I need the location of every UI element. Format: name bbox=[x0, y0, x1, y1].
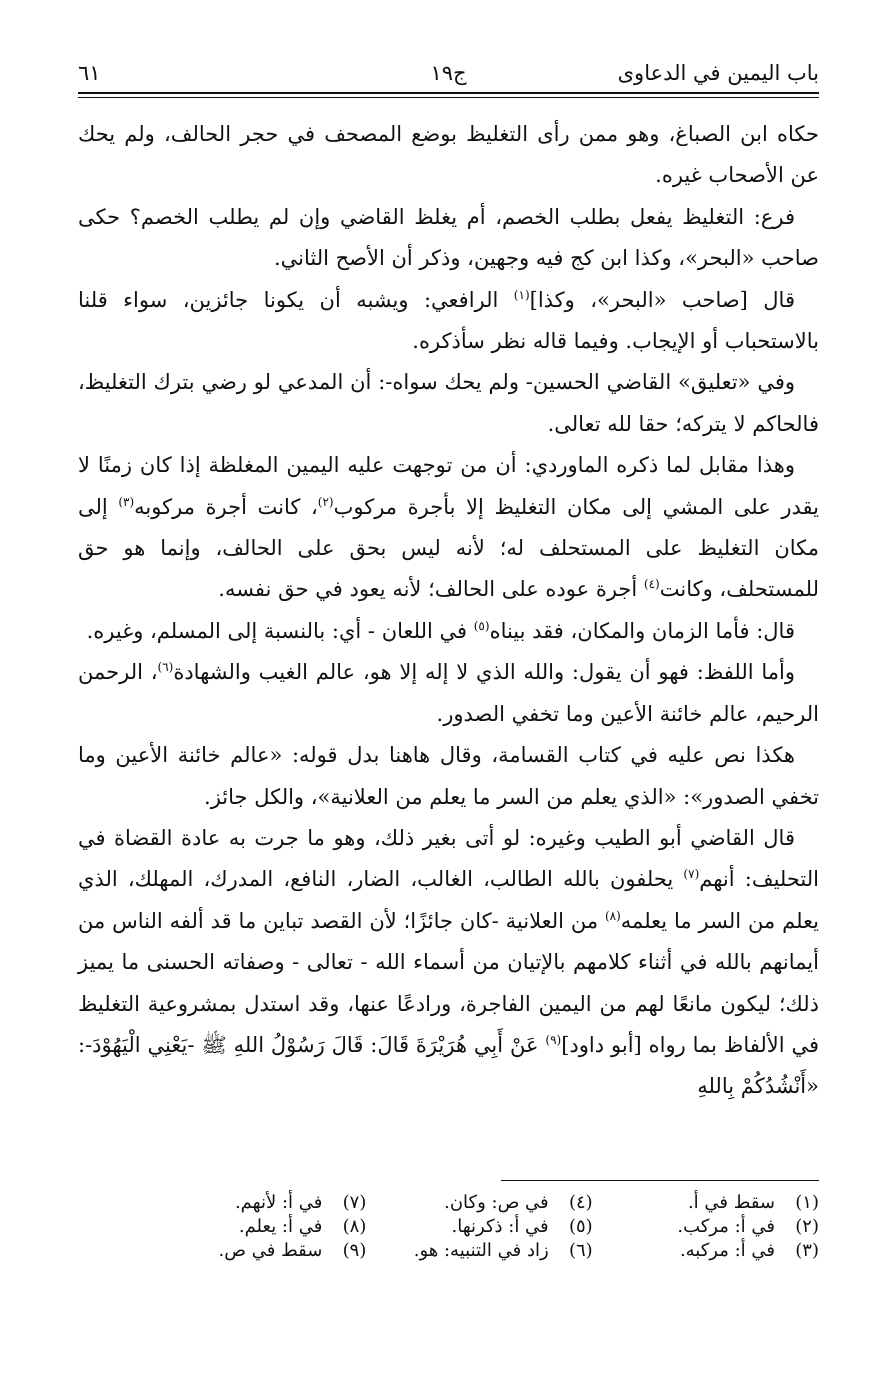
header-rule-thin bbox=[78, 97, 819, 98]
footnote-rule bbox=[501, 1180, 819, 1181]
paragraph: قال القاضي أبو الطيب وغيره: لو أتى بغير ذلك، وهو ما جرت به عادة القضاة في التحليف: أنهم$^{(٧)}$ يحلفون بالله الطالب، الغالب، الضار، النافع، المدرك، المهلك، الذي يعلم من السر ما يعلمه$^{(٨)}$ من العلانية -كان جائزًا؛ لأن القصد تباين ما قد ألفه الناس من أيمانهم بالله في أثناء كلامهم بالإتيان من أسماء الله - تعالى - وصفاته الحسنى ما يميز ذلك؛ ليكون مانعًا لهم من اليمين الفاجرة، ورادعًا عنها، وقد استدل بمشروعية التغليظ في الألفاظ بما رواه [أبو داود]$^{(٩)}$ عَنْ أَبِي هُرَيْرَةَ قَالَ: قَالَ رَسُوْلُ اللهِ ﷺ -يَعْنِي الْيَهُوْدَ-: «أَنْشُدُكُمْ بِاللهِ bbox=[78, 825, 819, 1099]
footnote: (٤)في ص: وكان. bbox=[444, 1192, 593, 1213]
paragraph: فرع: التغليظ يفعل بطلب الخصم، أم يغلظ القاضي وإن لم يطلب الخصم؟ حكى صاحب «البحر»، وكذا ابن كج فيه وجهين، وذكر أن الأصح الثاني. bbox=[78, 204, 819, 271]
footnote: (٩)سقط في ص. bbox=[218, 1240, 367, 1261]
running-header bbox=[78, 55, 819, 95]
footnote-ref[interactable]: (٢) bbox=[317, 494, 334, 509]
footnote-ref[interactable]: (٦) bbox=[157, 660, 174, 675]
footnote-ref[interactable]: (٨) bbox=[604, 908, 621, 923]
footnote: (٥)في أ: ذكرنها. bbox=[451, 1216, 593, 1237]
paragraph: هكذا نص عليه في كتاب القسامة، وقال هاهنا بدل قوله: «عالم خائنة الأعين وما تخفي الصدور»: «الذي يعلم من السر ما يعلم من العلانية»، والكل جائز. bbox=[78, 743, 819, 809]
footnote-ref[interactable]: (٣) bbox=[118, 494, 135, 509]
header-rule-thick bbox=[78, 92, 819, 94]
footnote: (٨)في أ: يعلم. bbox=[238, 1216, 367, 1237]
footnote: (٧)في أ: لأنهم. bbox=[234, 1192, 367, 1213]
footnote: (٢)في أ: مركب. bbox=[677, 1216, 819, 1237]
footnote-ref[interactable]: (٩) bbox=[545, 1032, 562, 1047]
main-text bbox=[78, 114, 819, 1108]
paragraph: قال [صاحب «البحر»، وكذا]$^{(١)}$ الرافعي: ويشبه أن يكونا جائزين، سواء قلنا بالاستحباب أو الإيجاب. وفيما قاله نظر سأذكره. bbox=[78, 287, 819, 354]
footnote: (٦)زاد في التنبيه: هو. bbox=[413, 1240, 593, 1261]
footnote-ref[interactable]: (٧) bbox=[683, 867, 700, 882]
volume-number: ج١٩ bbox=[430, 61, 467, 85]
footnote-ref[interactable]: (٥) bbox=[473, 618, 490, 633]
page-number: ٦١ bbox=[78, 61, 101, 85]
paragraph: وهذا مقابل لما ذكره الماوردي: أن من توجهت عليه اليمين المغلظة إذا كان زمنًا لا يقدر على المشي إلى مكان التغليظ إلا بأجرة مركوب$^{(٢)}$، كانت أجرة مركوبه$^{(٣)}$ إلى مكان التغليظ على المستحلف له؛ لأنه ليس بحق على الحالف، وإنما هو حق للمستحلف، وكانت$^{(٤)}$ أجرة عوده على الحالف؛ لأنه يعود في حق نفسه. bbox=[78, 453, 819, 602]
paragraph: وفي «تعليق» القاضي الحسين- ولم يحك سواه-: أن المدعي لو رضي بترك التغليظ، فالحاكم لا يتركه؛ حقا لله تعالى. bbox=[78, 370, 819, 436]
footnotes bbox=[150, 1192, 819, 1261]
footnote-ref[interactable]: (١) bbox=[513, 287, 530, 302]
chapter-title: باب اليمين في الدعاوى bbox=[617, 61, 819, 85]
paragraph: قال: فأما الزمان والمكان، فقد بيناه$^{(٥)}$ في اللعان - أي: بالنسبة إلى المسلم، وغيره. bbox=[86, 618, 795, 643]
footnote: (٣)في أ: مركبه. bbox=[679, 1240, 819, 1261]
paragraph: حكاه ابن الصباغ، وهو ممن رأى التغليظ بوضع المصحف في حجر الحالف، ولم يحك عن الأصحاب غيره. bbox=[78, 122, 819, 188]
footnote: (١)سقط في أ. bbox=[687, 1192, 819, 1213]
paragraph: وأما اللفظ: فهو أن يقول: والله الذي لا إله إلا هو، عالم الغيب والشهادة$^{(٦)}$، الرحمن الرحيم، عالم خائنة الأعين وما تخفي الصدور. bbox=[78, 660, 819, 726]
footnote-ref[interactable]: (٤) bbox=[643, 577, 660, 592]
